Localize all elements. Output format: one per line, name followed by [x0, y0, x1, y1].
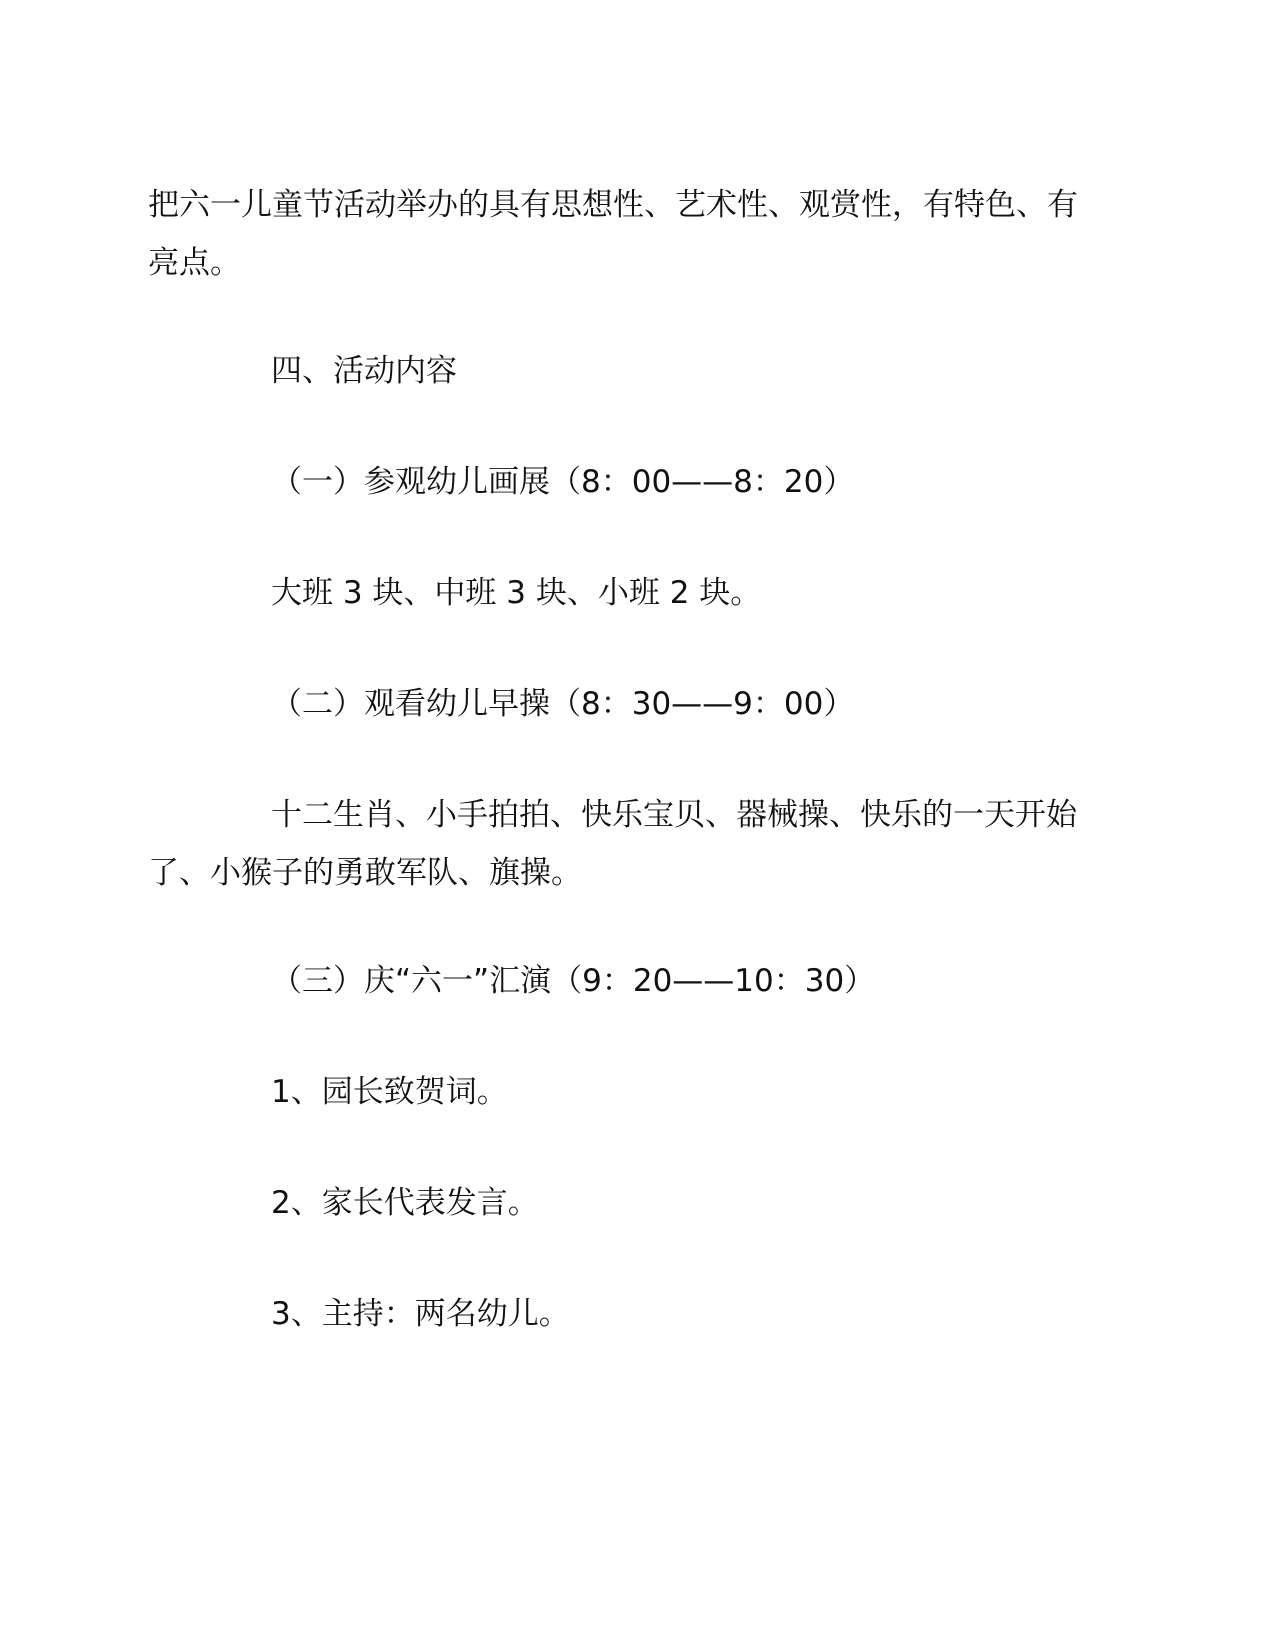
- list-item-hosts: 3、主持：两名幼儿。: [271, 1296, 570, 1332]
- list-item-principal-speech: 1、园长致贺词。: [271, 1074, 508, 1110]
- section-heading-activity-content: 四、活动内容: [271, 353, 457, 389]
- subheading-performance: （三）庆“六一”汇演（9：20——10：30）: [271, 963, 876, 999]
- subheading-morning-exercise: （二）观看幼儿早操（8：30——9：00）: [271, 686, 855, 722]
- subheading-art-exhibition: （一）参观幼儿画展（8：00——8：20）: [271, 464, 855, 500]
- paragraph-exhibition-details: 大班 3 块、中班 3 块、小班 2 块。: [271, 575, 762, 611]
- list-item-parent-speech: 2、家长代表发言。: [271, 1185, 539, 1221]
- paragraph-exercise-list: 十二生肖、小手拍拍、快乐宝贝、器械操、快乐的一天开始了、小猴子的勇敢军队、旗操。: [148, 797, 1077, 891]
- paragraph-intro-continuation: 把六一儿童节活动举办的具有思想性、艺术性、观赏性，有特色、有亮点。: [148, 187, 1078, 281]
